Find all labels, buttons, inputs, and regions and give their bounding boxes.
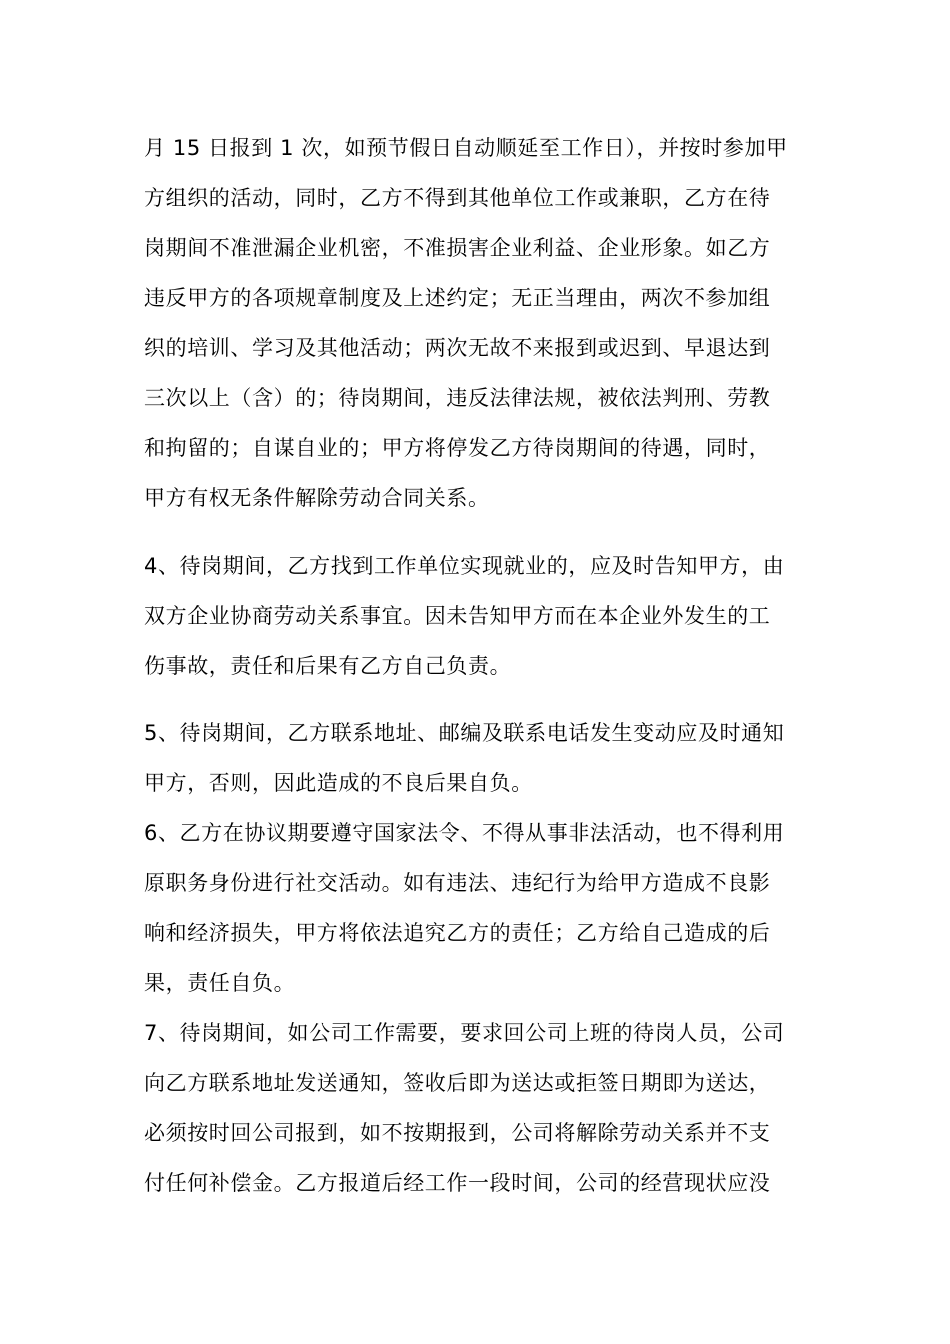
text-line: 7、待岗期间，如公司工作需要，要求回公司上班的待岗人员，公司 [144, 1021, 785, 1045]
paragraph-item-5 [144, 708, 808, 808]
text-line: 伤事故，责任和后果有乙方自己负责。 [144, 654, 512, 678]
text-line: 违反甲方的各项规章制度及上述约定；无正当理由，两次不参加组 [144, 286, 771, 310]
text-line: 原职务身份进行社交活动。如有违法、违纪行为给甲方造成不良影 [144, 871, 771, 895]
text-line: 月 15 日报到 1 次，如预节假日自动顺延至工作日），并按时参加甲 [144, 136, 788, 160]
text-line: 方组织的活动，同时，乙方不得到其他单位工作或兼职，乙方在待 [144, 186, 771, 210]
text-line: 甲方有权无条件解除劳动合同关系。 [144, 486, 490, 510]
text-line: 必须按时回公司报到，如不按期报到，公司将解除劳动关系并不支 [144, 1121, 771, 1145]
text-line: 向乙方联系地址发送通知，签收后即为送达或拒签日期即为送达， [144, 1071, 771, 1095]
paragraph-continuation [144, 123, 808, 523]
paragraph-item-6 [144, 808, 808, 1008]
text-line: 4、待岗期间，乙方找到工作单位实现就业的，应及时告知甲方，由 [144, 554, 785, 578]
paragraph-item-7 [144, 1008, 808, 1208]
paragraph-item-4 [144, 541, 808, 691]
text-line: 岗期间不准泄漏企业机密，不准损害企业利益、企业形象。如乙方 [144, 236, 771, 260]
text-line: 三次以上（含）的；待岗期间，违反法律法规，被依法判刑、劳教 [144, 386, 771, 410]
text-line: 甲方，否则，因此造成的不良后果自负。 [144, 771, 533, 795]
text-line: 果，责任自负。 [144, 971, 296, 995]
text-line: 5、待岗期间，乙方联系地址、邮编及联系电话发生变动应及时通知 [144, 721, 785, 745]
text-line: 响和经济损失，甲方将依法追究乙方的责任；乙方给自己造成的后 [144, 921, 771, 945]
text-line: 双方企业协商劳动关系事宜。因未告知甲方而在本企业外发生的工 [144, 604, 771, 628]
text-line: 和拘留的；自谋自业的；甲方将停发乙方待岗期间的待遇，同时， [144, 436, 771, 460]
text-line: 6、乙方在协议期要遵守国家法令、不得从事非法活动，也不得利用 [144, 821, 785, 845]
text-line: 付任何补偿金。乙方报道后经工作一段时间，公司的经营现状应没 [144, 1171, 771, 1195]
text-line: 织的培训、学习及其他活动；两次无故不来报到或迟到、早退达到 [144, 336, 771, 360]
